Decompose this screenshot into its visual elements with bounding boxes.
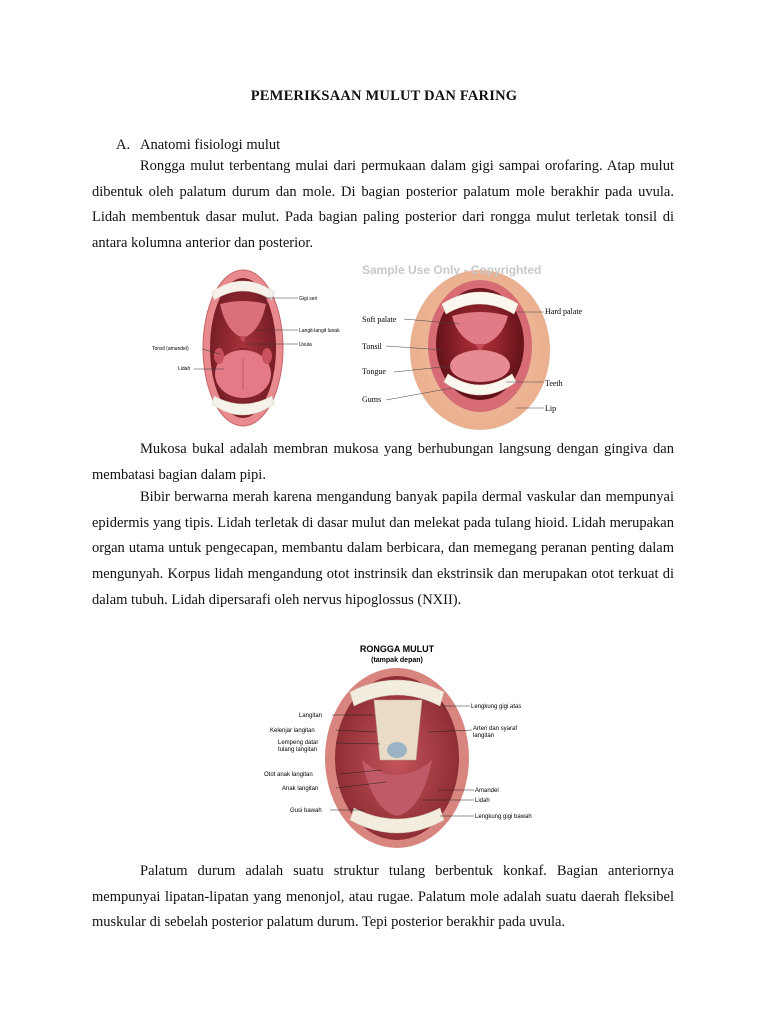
- figure-mouth-photo: [356, 262, 596, 432]
- label-gusi-bawah: Gusi bawah: [290, 808, 322, 814]
- label-gigi-seri: Gigi seri: [299, 296, 318, 302]
- label-amandel: Amandel: [475, 788, 499, 794]
- label-tongue: Tongue: [362, 367, 386, 376]
- section-number: A.: [116, 137, 131, 153]
- label-otot-anak-langitan: Otot anak langitan: [264, 772, 313, 778]
- label-lidah: Lidah: [178, 366, 191, 372]
- section-title: Anatomi fisiologi mulut: [140, 137, 281, 153]
- figure-mouth-illustration: [148, 262, 350, 434]
- label-tulang-langitan: tulang langitan: [278, 747, 318, 753]
- label-tonsil: Tonsil (amandel): [152, 346, 189, 352]
- label-tonsil-en: Tonsil: [362, 342, 382, 351]
- label-soft-palate: Soft palate: [362, 315, 397, 324]
- label-lempeng-datar: Lempeng datar: [278, 740, 319, 746]
- label-lengkung-gigi-atas: Lengkung gigi atas: [471, 704, 522, 710]
- label-hard-palate: Hard palate: [545, 307, 583, 316]
- figure3-title: RONGGA MULUT: [359, 644, 435, 654]
- section-heading: [116, 137, 280, 154]
- paragraph-1: Rongga mulut terbentang mulai dari permukaan dalam gigi sampai orofaring. Atap mulut dibentuk oleh palatum durum dan mole. Di bagian posterior palatum mole berakhir pada uvula. Lidah membentuk dasar mulut. Pada bagian paling posterior dari rongga mulut terletak tonsil di antara kolumna anterior dan posterior.: [92, 158, 674, 252]
- label-gums: Gums: [362, 395, 382, 404]
- label-anak-langitan: Anak langitan: [282, 786, 319, 792]
- watermark-text: Sample Use Only - Copyrighted: [362, 263, 542, 277]
- label-lengkung-gigi-bawah: Lengkung gigi bawah: [475, 814, 532, 820]
- paragraph-2: Mukosa bukal adalah membran mukosa yang berhubungan langsung dengan gingiva dan membatasi bagian dalam pipi.: [92, 441, 674, 483]
- label-arteri-syaraf-langitan: langitan: [473, 733, 495, 739]
- label-teeth: Teeth: [545, 379, 563, 388]
- label-kelenjar-langitan: Kelenjar langitan: [270, 728, 315, 734]
- paragraph-4: Palatum durum adalah suatu struktur tulang berbentuk konkaf. Bagian anteriornya mempunyai lipatan-lipatan yang menonjol, atau rugae. Palatum mole adalah suatu daerah fleksibel muskular di sebelah posterior palatum durum. Tepi posterior berakhir pada uvula.: [92, 863, 674, 931]
- label-lip: Lip: [545, 404, 557, 413]
- figure3-subtitle: (tampak depan): [371, 657, 423, 664]
- label-lidah-fig3: Lidah: [475, 798, 490, 804]
- paragraph-3: Bibir berwarna merah karena mengandung banyak papila dermal vaskular dan mempunyai epidermis yang tipis. Lidah terletak di dasar mulut dan melekat pada tulang hioid. Lidah merupakan organ utama untuk pengecapan, membantu dalam berbicara, dan memegang peranan penting dalam mengunyah. Korpus lidah mengandung otot instrinsik dan ekstrinsik dan merupakan otot terkuat di dalam tubuh. Lidah dipersarafi oleh nervus hipoglossus (NXII).: [92, 489, 674, 608]
- document-title: PEMERIKSAAN MULUT DAN FARING: [250, 88, 518, 104]
- figure-rongga-mulut: [262, 640, 552, 852]
- label-langit-langit: Langit-langit lunak: [299, 328, 340, 334]
- label-langitan: Langitan: [299, 713, 323, 719]
- label-arteri-syaraf: Arteri dan syaraf: [473, 726, 518, 732]
- label-uvula: Uvula: [299, 342, 312, 348]
